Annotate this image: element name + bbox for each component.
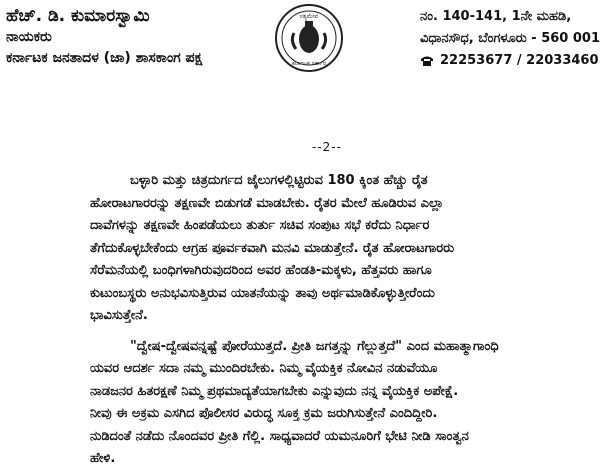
address-line-1: ನಂ. 140-141, 1ನೇ ಮಹಡಿ, (420, 9, 572, 24)
emblem-top-text: ಸತ್ಯಮೇವ (299, 13, 319, 20)
letterhead-address (420, 6, 600, 72)
paragraph-line: ಕುಟುಂಬಸ್ಥರು ಅನುಭವಿಸುತ್ತಿರುವ ಯಾತನೆಯನ್ನು ತಾವು ಅರ್ಥಮಾಡಿಕೊಳ್ಳುತ್ತೀರೆಂದು (90, 285, 435, 301)
phone-numbers: 22253677 / 22033460 (440, 53, 599, 68)
paragraph-line: ದಾವೆಗಳನ್ನು ತಕ್ಷಣವೇ ಹಿಂಪಡೆಯಲು ತುರ್ತು ಸಚಿವ ಸಂಪುಟ ಸಭೆ ಕರೆದು ನಿರ್ಧಾರ (90, 218, 430, 233)
page-number: --2-- (312, 140, 342, 154)
paragraph-line: "ದ್ವೇಷ-ದ್ವೇಷವನ್ನಷ್ಟೆ ಪೋರೆಯುತ್ತದೆ. ಪ್ರೀತಿ ಜಗತ್ತನ್ನು ಗೆಲ್ಲುತ್ತದೆ" ಎಂದ ಮಹಾತ್ಮಾಗಾಂಧಿ (130, 338, 499, 354)
paragraph-line: ನಾಡಜನರ ಹಿತರಕ್ಷಣೆ ನಿಮ್ಮ ಪ್ರಥಮಾದ್ಯತೆಯಾಗಬೇಕು ಎನ್ನುವುದು ನನ್ನ ವೈಯಕ್ತಿಕ ಅಪೇಕ್ಷೆ. (90, 383, 459, 399)
paragraph-line: ಹೇಳಿ. (90, 451, 116, 466)
paragraph-line: ಯವರ ಆದರ್ಶ ಸದಾ ನಮ್ಮ ಮುಂದಿರಬೇಕು. ನಿಮ್ಮ ವೈಯಕ್ತಿಕ ನೋವಿನ ನಡುವೆಯೂ (90, 361, 438, 376)
letter-body (90, 170, 598, 471)
sender-party: ಕರ್ನಾಟಕ ಜನತಾದಳ (ಜಾ) ಶಾಸಕಾಂಗ ಪಕ್ಷ (6, 50, 203, 66)
paragraph-line: ಭಾವಿಸುತ್ತೇನೆ. (90, 308, 148, 323)
state-emblem-icon (272, 3, 346, 73)
paragraph-1 (90, 170, 598, 328)
paragraph-line: ನೀವು ಈ ಅಕ್ರಮ ಎಸಗಿದ ಪೊಲೀಸರ ವಿರುದ್ಧ ಸೂಕ್ತ ಕ್ರಮ ಜರುಗಿಸುತ್ತೇನೆ ಎಂದಿದ್ದೀರಿ. (90, 406, 438, 421)
sender-name: ಹೆಚ್‌. ಡಿ. ಕುಮಾರಸ್ವಾಮಿ (6, 6, 150, 26)
paragraph-line: ಸೆರೆಮನೆಯಲ್ಲಿ ಬಂಧಿಗಳಾಗಿರುವುದರಿಂದ ಅವರ ಹೆಂಡತಿ-ಮಕ್ಕಳು, ಹೆತ್ತವರು ಹಾಗೂ (90, 263, 432, 278)
letterhead-sender (6, 6, 202, 68)
paragraph-line: ತೆಗೆದುಕೊಳ್ಳಬೇಕೆಂದು ಆಗ್ರಹ ಪೂರ್ವಕವಾಗಿ ಮನವಿ ಮಾಡುತ್ತೇನೆ. ರೈತ ಹೋರಾಟಗಾರರು (90, 240, 455, 256)
paragraph-line: ಬಳ್ಳಾರಿ ಮತ್ತು ಚಿತ್ರದುರ್ಗದ ಜೈಲುಗಳಲ್ಲಿಟ್ಟಿರುವ 180 ಕ್ಕಿಂತ ಹೆಚ್ಚು ರೈತ (130, 173, 428, 188)
phone-row (420, 50, 600, 72)
address-line-2: ವಿಧಾನಸೌಧ, ಬೆಂಗಳೂರು - 560 001 (420, 31, 600, 46)
paragraph-2 (90, 336, 598, 471)
sender-title: ನಾಯಕರು (6, 29, 52, 45)
paragraph-line: ಹೋರಾಟಗಾರರನ್ನು ತಕ್ಷಣವೇ ಬಿಡುಗಡೆ ಮಾಡಬೇಕು. ರೈತರ ಮೇಲೆ ಹೂಡಿರುವ ಎಲ್ಲಾ (90, 195, 444, 211)
paragraph-line: ನುಡಿದಂತೆ ನಡೆದು ನೊಂದವರ ಪ್ರೀತಿ ಗೆಲ್ಲಿ. ಸಾಧ್ಯವಾದರೆ ಯಮನೂರಿಗೆ ಭೇಟಿ ನೀಡಿ ಸಾಂತ್ವನ (90, 428, 469, 444)
emblem-bottom-text: ಕರ್ನಾಟಕ ಸರ್ಕಾರ (291, 60, 327, 67)
telephone-icon (420, 55, 434, 67)
